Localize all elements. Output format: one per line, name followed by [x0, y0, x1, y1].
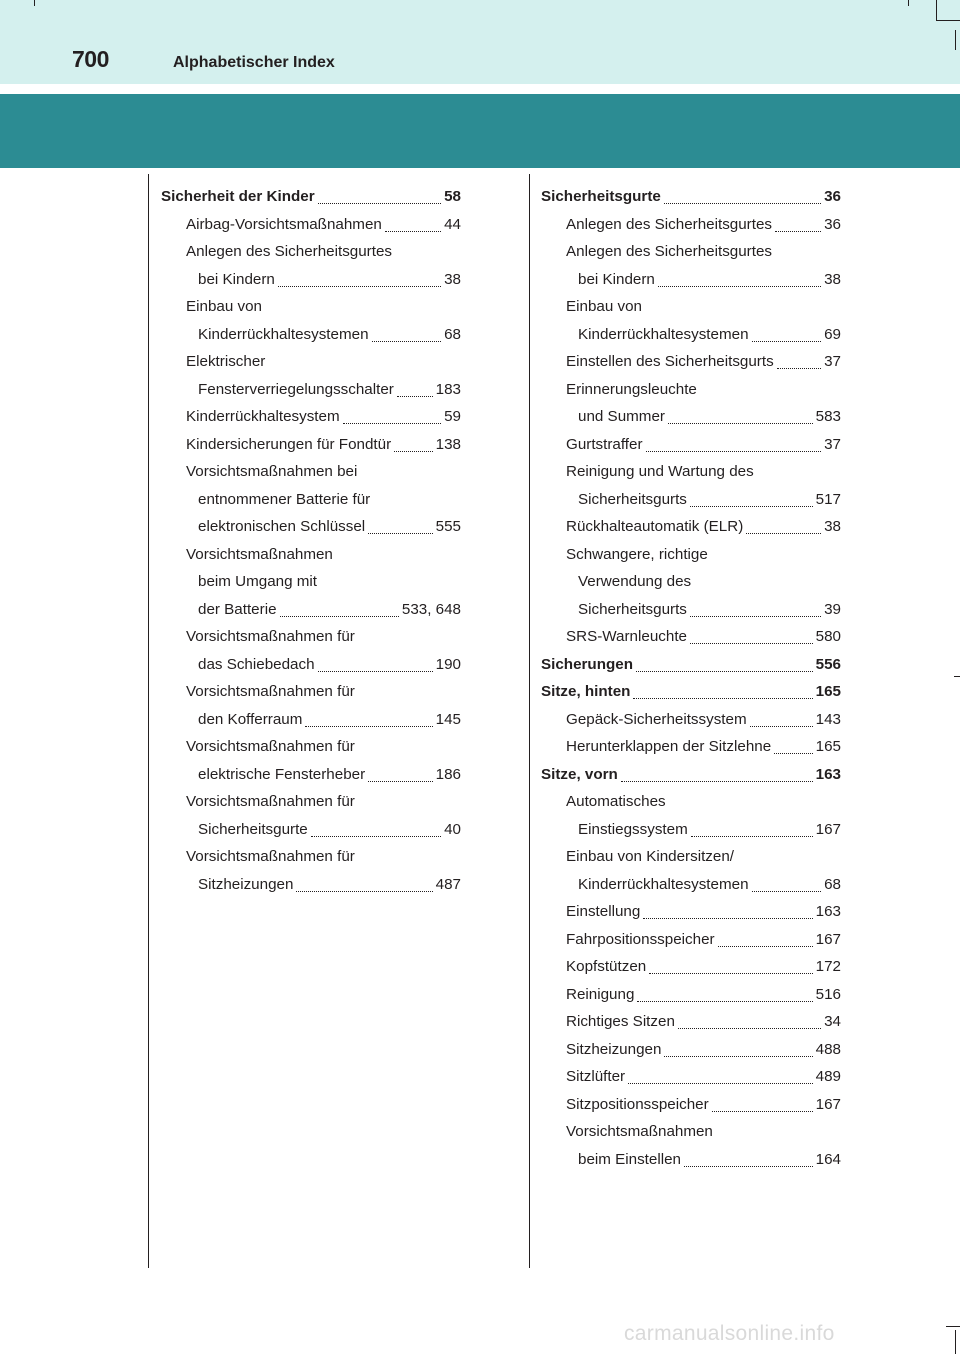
dot-leader [678, 1028, 821, 1029]
index-entry-page: 487 [435, 875, 461, 893]
index-entry [541, 348, 841, 376]
index-entry-page: 167 [815, 930, 841, 948]
index-entry [161, 183, 461, 211]
index-entry [541, 513, 841, 541]
index-entry-label: Sitze, hinten [541, 683, 631, 700]
index-entry [541, 1008, 841, 1036]
index-entry [161, 816, 461, 844]
index-entry [541, 211, 841, 239]
dot-leader [633, 698, 812, 699]
index-entry-label: Vorsichtsmaßnahmen für [186, 683, 355, 700]
index-entry-page: 183 [435, 380, 461, 398]
header-band [0, 0, 960, 84]
index-entry [541, 651, 841, 679]
index-entry [541, 266, 841, 294]
index-entry-label: Elektrischer [186, 353, 266, 370]
index-entry-page: 37 [824, 435, 841, 453]
dot-leader [691, 836, 813, 837]
index-column-right [541, 183, 841, 1173]
page-title: Alphabetischer Index [173, 54, 335, 71]
index-entry-label: Schwangere, richtige [566, 545, 708, 563]
index-entry [161, 321, 461, 349]
dot-leader [394, 451, 433, 452]
right-column-rule [529, 174, 530, 1268]
index-entry-label: den Kofferraum [198, 710, 303, 728]
index-entry-page: 69 [824, 325, 841, 343]
dot-leader [372, 341, 442, 342]
index-entry-label: bei Kindern [578, 270, 655, 288]
index-entry-label: Erinnerungsleuchte [566, 380, 697, 398]
index-entry-page: 39 [824, 600, 841, 618]
index-entry-label: Sicherungen [541, 655, 633, 673]
index-entry [161, 348, 461, 376]
index-entry [161, 486, 461, 514]
index-entry-label: Sitze, vorn [541, 765, 618, 783]
index-entry-label: Kinderrückhaltesystemen [578, 875, 749, 893]
dot-leader [690, 643, 813, 644]
index-entry-page: 36 [824, 188, 841, 205]
index-entry-label: Fahrpositionsspeicher [566, 930, 715, 948]
index-entry-page: 36 [824, 215, 841, 233]
dot-leader [311, 836, 441, 837]
index-entry-label: Einbau von Kindersitzen/ [566, 848, 735, 865]
index-entry [541, 953, 841, 981]
index-entry-label: entnommener Batterie für [198, 490, 371, 508]
dot-leader [752, 341, 822, 342]
dot-leader [318, 671, 433, 672]
index-entry-page: 138 [435, 435, 461, 453]
index-entry-page: 186 [435, 765, 461, 783]
dot-leader [643, 918, 812, 919]
index-entry [541, 761, 841, 789]
index-entry-label: Sicherheitsgurte [541, 188, 661, 205]
index-entry-label: Sicherheit der Kinder [161, 188, 315, 205]
index-entry [541, 376, 841, 404]
index-entry-label: elektrische Fensterheber [198, 765, 366, 783]
index-entry-label: elektronischen Schlüssel [198, 518, 366, 535]
dot-leader [278, 286, 441, 287]
dot-leader [752, 891, 822, 892]
index-entry-label: Gurtstraffer [566, 435, 643, 453]
index-entry [541, 926, 841, 954]
index-entry-page: 38 [824, 270, 841, 288]
index-entry [541, 238, 841, 266]
index-entry-label: Sicherheitsgurte [198, 820, 308, 838]
index-entry-label: Sitzpositionsspeicher [566, 1095, 709, 1113]
index-entry-label: Reinigung [566, 985, 635, 1003]
index-entry-label: Vorsichtsmaßnahmen für [186, 793, 355, 810]
index-entry-page: 40 [444, 820, 461, 838]
index-entry-label: Sitzheizungen [566, 1040, 662, 1058]
index-entry-page: 145 [435, 710, 461, 728]
page-number: 700 [72, 46, 109, 72]
index-entry [161, 706, 461, 734]
index-entry [161, 211, 461, 239]
index-entry-page: 68 [824, 875, 841, 893]
index-entry-page: 488 [815, 1040, 841, 1058]
dot-leader [690, 506, 813, 507]
index-entry-label: Sicherheitsgurts [578, 490, 687, 508]
index-entry-label: Einbau von [566, 298, 642, 315]
index-entry [161, 733, 461, 761]
index-entry [541, 623, 841, 651]
index-entry [541, 1091, 841, 1119]
index-entry-label: Einstiegssystem [578, 820, 688, 838]
index-entry-page: 164 [815, 1150, 841, 1168]
index-entry-label: Rückhalteautomatik (ELR) [566, 518, 744, 535]
dot-leader [636, 671, 813, 672]
dot-leader [712, 1111, 813, 1112]
index-entry [541, 1036, 841, 1064]
index-entry-label: Airbag-Vorsichtsmaßnahmen [186, 215, 382, 233]
index-entry-label: Vorsichtsmaßnahmen bei [186, 463, 358, 480]
dot-leader [664, 1056, 812, 1057]
index-entry-page: 167 [815, 820, 841, 838]
index-entry [541, 678, 841, 706]
dot-leader [318, 203, 441, 204]
index-entry-page: 167 [815, 1095, 841, 1113]
index-entry-label: Sitzheizungen [198, 875, 294, 893]
crop-mark [954, 676, 960, 677]
index-entry-page: 489 [815, 1068, 841, 1085]
index-entry [541, 898, 841, 926]
dot-leader [658, 286, 821, 287]
index-entry [541, 293, 841, 321]
index-entry [161, 871, 461, 899]
index-entry [541, 321, 841, 349]
index-entry-page: 580 [815, 628, 841, 645]
dot-leader [628, 1083, 813, 1084]
index-entry-label: SRS-Warnleuchte [566, 628, 687, 645]
index-entry-label: Verwendung des [578, 573, 692, 590]
index-entry-page: 44 [444, 215, 461, 233]
index-entry [541, 733, 841, 761]
index-entry [161, 376, 461, 404]
index-entry-label: Automatisches [566, 793, 666, 810]
dot-leader [746, 533, 821, 534]
dot-leader [397, 396, 433, 397]
index-entry [541, 843, 841, 871]
dot-leader [690, 616, 821, 617]
index-entry-label: Vorsichtsmaßnahmen für [186, 628, 355, 645]
dot-leader [777, 368, 821, 369]
index-entry-page: 163 [815, 903, 841, 920]
index-entry [161, 431, 461, 459]
index-entry-label: Gepäck-Sicherheitssystem [566, 710, 747, 728]
index-entry-label: Kinderrückhaltesystemen [198, 325, 369, 343]
dot-leader [368, 781, 433, 782]
dot-leader [750, 726, 813, 727]
dot-leader [775, 231, 821, 232]
index-entry-label: Reinigung und Wartung des [566, 463, 754, 480]
index-entry-label: das Schiebedach [198, 655, 315, 673]
index-entry [161, 843, 461, 871]
index-entry-page: 37 [824, 353, 841, 370]
index-column-left [161, 183, 461, 898]
dot-leader [718, 946, 813, 947]
index-entry [541, 816, 841, 844]
dot-leader [343, 423, 441, 424]
dot-leader [649, 973, 812, 974]
crop-mark [936, 20, 960, 21]
index-entry-page: 555 [435, 518, 461, 535]
index-entry [541, 568, 841, 596]
index-entry-label: Kinderrückhaltesystem [186, 408, 340, 425]
index-entry [161, 568, 461, 596]
index-entry-page: 163 [815, 765, 841, 783]
index-entry-label: Kopfstützen [566, 958, 647, 975]
watermark: carmanualsonline.info [624, 1322, 835, 1345]
index-entry-label: Vorsichtsmaßnahmen für [186, 738, 355, 755]
dot-leader [280, 616, 399, 617]
crop-mark [955, 1330, 956, 1354]
dot-leader [305, 726, 432, 727]
index-entry-label: Vorsichtsmaßnahmen für [186, 848, 355, 865]
index-entry-label: Kindersicherungen für Fondtür [186, 435, 392, 453]
index-entry-label: Vorsichtsmaßnahmen [566, 1123, 713, 1140]
index-entry [541, 596, 841, 624]
index-entry-label: Kinderrückhaltesystemen [578, 325, 749, 343]
index-entry-label: Einbau von [186, 298, 262, 315]
index-entry-label: Anlegen des Sicherheitsgurtes [566, 215, 773, 233]
dot-leader [646, 451, 822, 452]
crop-mark [908, 0, 909, 6]
index-entry-label: Richtiges Sitzen [566, 1013, 675, 1030]
index-entry-label: Sicherheitsgurts [578, 600, 687, 618]
dot-leader [637, 1001, 812, 1002]
index-entry-page: 533, 648 [401, 600, 461, 618]
index-entry [541, 403, 841, 431]
index-entry-label: beim Umgang mit [198, 573, 318, 590]
index-entry-page: 172 [815, 958, 841, 975]
index-entry-label: Einstellen des Sicherheitsgurts [566, 353, 774, 370]
index-entry-label: Einstellung [566, 903, 641, 920]
dot-leader [684, 1166, 813, 1167]
index-entry [541, 1063, 841, 1091]
index-entry-page: 556 [815, 655, 841, 673]
index-entry-page: 583 [815, 408, 841, 425]
index-entry-label: Sitzlüfter [566, 1068, 626, 1085]
index-entry [541, 706, 841, 734]
index-entry [541, 1146, 841, 1174]
index-entry [161, 513, 461, 541]
index-entry [541, 981, 841, 1009]
index-entry-label: Vorsichtsmaßnahmen [186, 545, 333, 563]
index-entry-label: Anlegen des Sicherheitsgurtes [186, 243, 393, 260]
section-band [0, 94, 960, 168]
index-entry-page: 165 [815, 683, 841, 700]
dot-leader [621, 781, 813, 782]
dot-leader [668, 423, 813, 424]
dot-leader [385, 231, 441, 232]
index-entry [161, 293, 461, 321]
index-entry [161, 651, 461, 679]
index-entry [161, 238, 461, 266]
index-entry-page: 38 [444, 270, 461, 288]
index-entry [161, 761, 461, 789]
crop-mark [946, 1326, 960, 1327]
index-entry-page: 165 [815, 738, 841, 755]
index-entry-page: 190 [435, 655, 461, 673]
left-column-rule [148, 174, 149, 1268]
index-entry-label: Anlegen des Sicherheitsgurtes [566, 243, 773, 260]
index-entry [541, 871, 841, 899]
index-entry-label: und Summer [578, 408, 665, 425]
index-entry [541, 486, 841, 514]
index-entry [541, 788, 841, 816]
index-entry-label: der Batterie [198, 600, 277, 618]
index-entry [541, 431, 841, 459]
index-entry-label: Herunterklappen der Sitzlehne [566, 738, 772, 755]
index-entry [161, 266, 461, 294]
index-entry [541, 541, 841, 569]
crop-mark [34, 0, 35, 6]
dot-leader [664, 203, 821, 204]
dot-leader [296, 891, 432, 892]
index-entry [161, 458, 461, 486]
index-entry-label: bei Kindern [198, 270, 275, 288]
index-entry [541, 183, 841, 211]
index-entry-label: Fensterverriegelungsschalter [198, 380, 394, 398]
index-entry [541, 458, 841, 486]
index-entry-page: 516 [815, 985, 841, 1003]
index-entry [161, 623, 461, 651]
index-entry [161, 678, 461, 706]
index-entry [161, 403, 461, 431]
index-entry-page: 59 [444, 408, 461, 425]
crop-mark [936, 0, 937, 20]
index-entry-page: 68 [444, 325, 461, 343]
index-entry-page: 38 [824, 518, 841, 535]
dot-leader [774, 753, 812, 754]
index-entry [161, 541, 461, 569]
dot-leader [368, 533, 433, 534]
index-entry-page: 34 [824, 1013, 841, 1030]
index-entry-page: 517 [815, 490, 841, 508]
index-entry-page: 58 [444, 188, 461, 205]
index-entry [161, 788, 461, 816]
index-entry-label: beim Einstellen [578, 1150, 681, 1168]
index-entry [161, 596, 461, 624]
crop-mark [955, 30, 956, 50]
index-entry [541, 1118, 841, 1146]
index-entry-page: 143 [815, 710, 841, 728]
